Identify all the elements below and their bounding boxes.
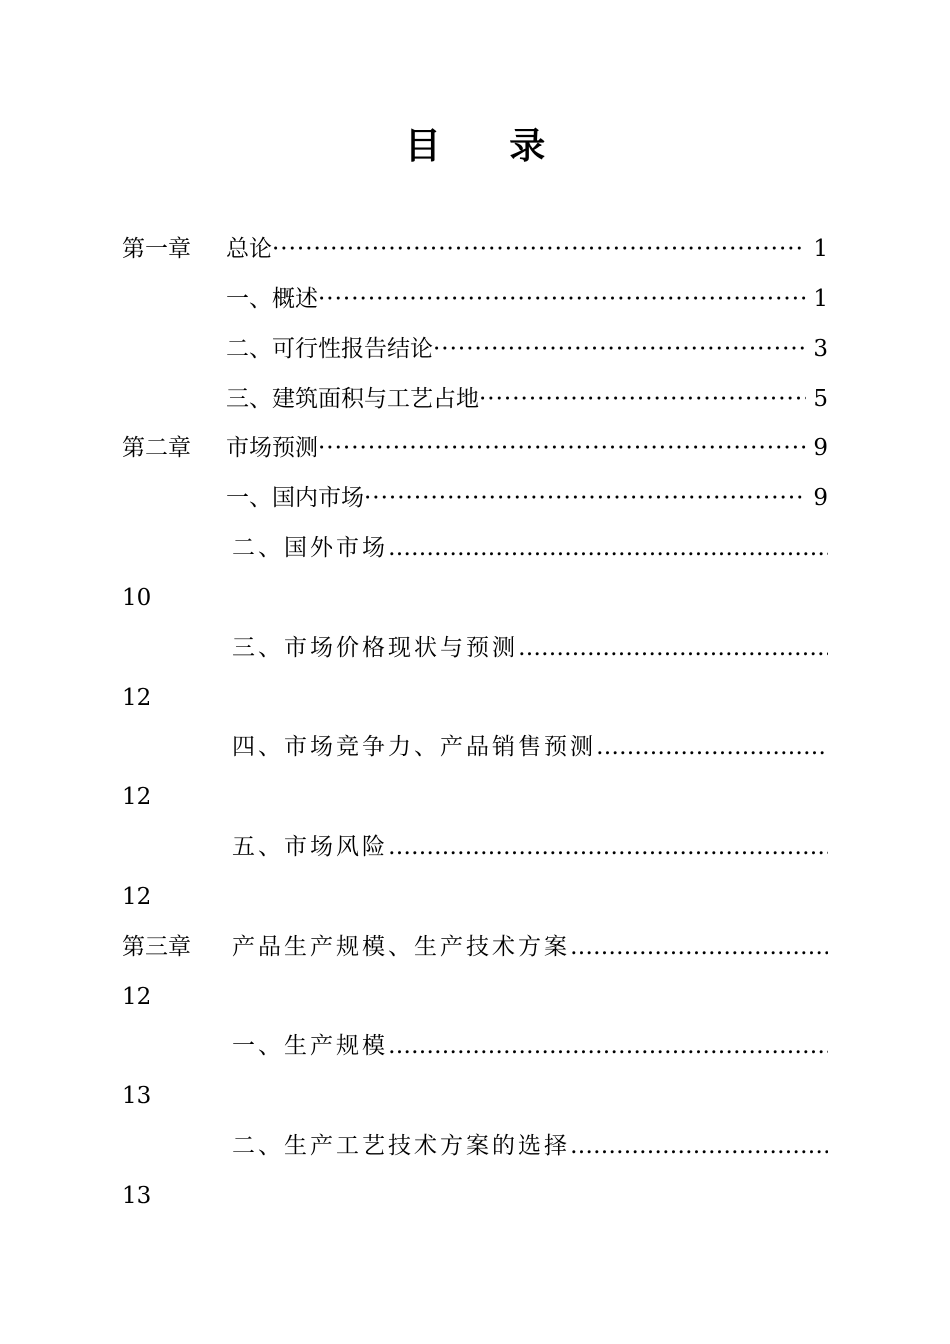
page-number: 1 bbox=[813, 236, 828, 262]
entry-text: 三、建筑面积与工艺占地 bbox=[226, 386, 479, 412]
leader-dots bbox=[596, 732, 828, 762]
page-number: 12 bbox=[122, 884, 152, 910]
page-number: 9 bbox=[813, 485, 828, 511]
leader-dots bbox=[272, 234, 806, 264]
toc-entry[interactable] bbox=[232, 1031, 828, 1061]
page-number: 13 bbox=[122, 1083, 152, 1109]
chapter-label: 第一章 bbox=[122, 236, 191, 262]
entry-text: 三、市场价格现状与预测 bbox=[232, 635, 518, 661]
entry-text: 一、概述 bbox=[226, 286, 318, 312]
toc-entry[interactable] bbox=[232, 732, 828, 762]
entry-text: 二、可行性报告结论 bbox=[226, 336, 433, 362]
leader-dots bbox=[388, 1031, 828, 1061]
toc-entry[interactable] bbox=[232, 633, 828, 663]
leader-dots bbox=[364, 483, 806, 513]
toc-entry[interactable] bbox=[226, 284, 828, 314]
toc-entry[interactable] bbox=[226, 433, 828, 463]
leader-dots bbox=[570, 1131, 828, 1161]
leader-dots bbox=[388, 832, 828, 862]
toc-entry[interactable] bbox=[232, 832, 828, 862]
page-number: 9 bbox=[813, 435, 828, 461]
page-number: 5 bbox=[813, 386, 828, 412]
chapter-label: 第二章 bbox=[122, 435, 191, 461]
page-number: 12 bbox=[122, 685, 152, 711]
leader-dots bbox=[518, 633, 828, 663]
page-number: 10 bbox=[122, 585, 152, 611]
leader-dots bbox=[479, 384, 806, 414]
toc-entry[interactable] bbox=[232, 1131, 828, 1161]
entry-text: 一、生产规模 bbox=[232, 1033, 388, 1059]
page-number: 12 bbox=[122, 984, 152, 1010]
entry-text: 一、国内市场 bbox=[226, 485, 364, 511]
page-number: 13 bbox=[122, 1183, 152, 1209]
entry-text: 市场预测 bbox=[226, 435, 318, 461]
toc-entry[interactable] bbox=[226, 334, 828, 364]
entry-text: 四、市场竞争力、产品销售预测 bbox=[232, 734, 596, 760]
entry-text: 二、生产工艺技术方案的选择 bbox=[232, 1133, 570, 1159]
page-number: 12 bbox=[122, 784, 152, 810]
entry-text: 总论 bbox=[226, 236, 272, 262]
toc-entry[interactable] bbox=[226, 384, 828, 414]
toc-entry[interactable] bbox=[226, 483, 828, 513]
entry-text: 产品生产规模、生产技术方案 bbox=[232, 934, 570, 960]
toc-entry[interactable] bbox=[232, 932, 828, 962]
leader-dots bbox=[318, 284, 806, 314]
page-number: 3 bbox=[813, 336, 828, 362]
entry-text: 五、市场风险 bbox=[232, 834, 388, 860]
toc-entry[interactable] bbox=[226, 234, 828, 264]
leader-dots bbox=[388, 533, 828, 563]
leader-dots bbox=[433, 334, 806, 364]
leader-dots bbox=[570, 932, 828, 962]
toc-title: 目 录 bbox=[404, 126, 574, 167]
page-number: 1 bbox=[813, 286, 828, 312]
toc-entry[interactable] bbox=[232, 533, 828, 563]
chapter-label: 第三章 bbox=[122, 934, 191, 960]
leader-dots bbox=[318, 433, 806, 463]
entry-text: 二、国外市场 bbox=[232, 535, 388, 561]
